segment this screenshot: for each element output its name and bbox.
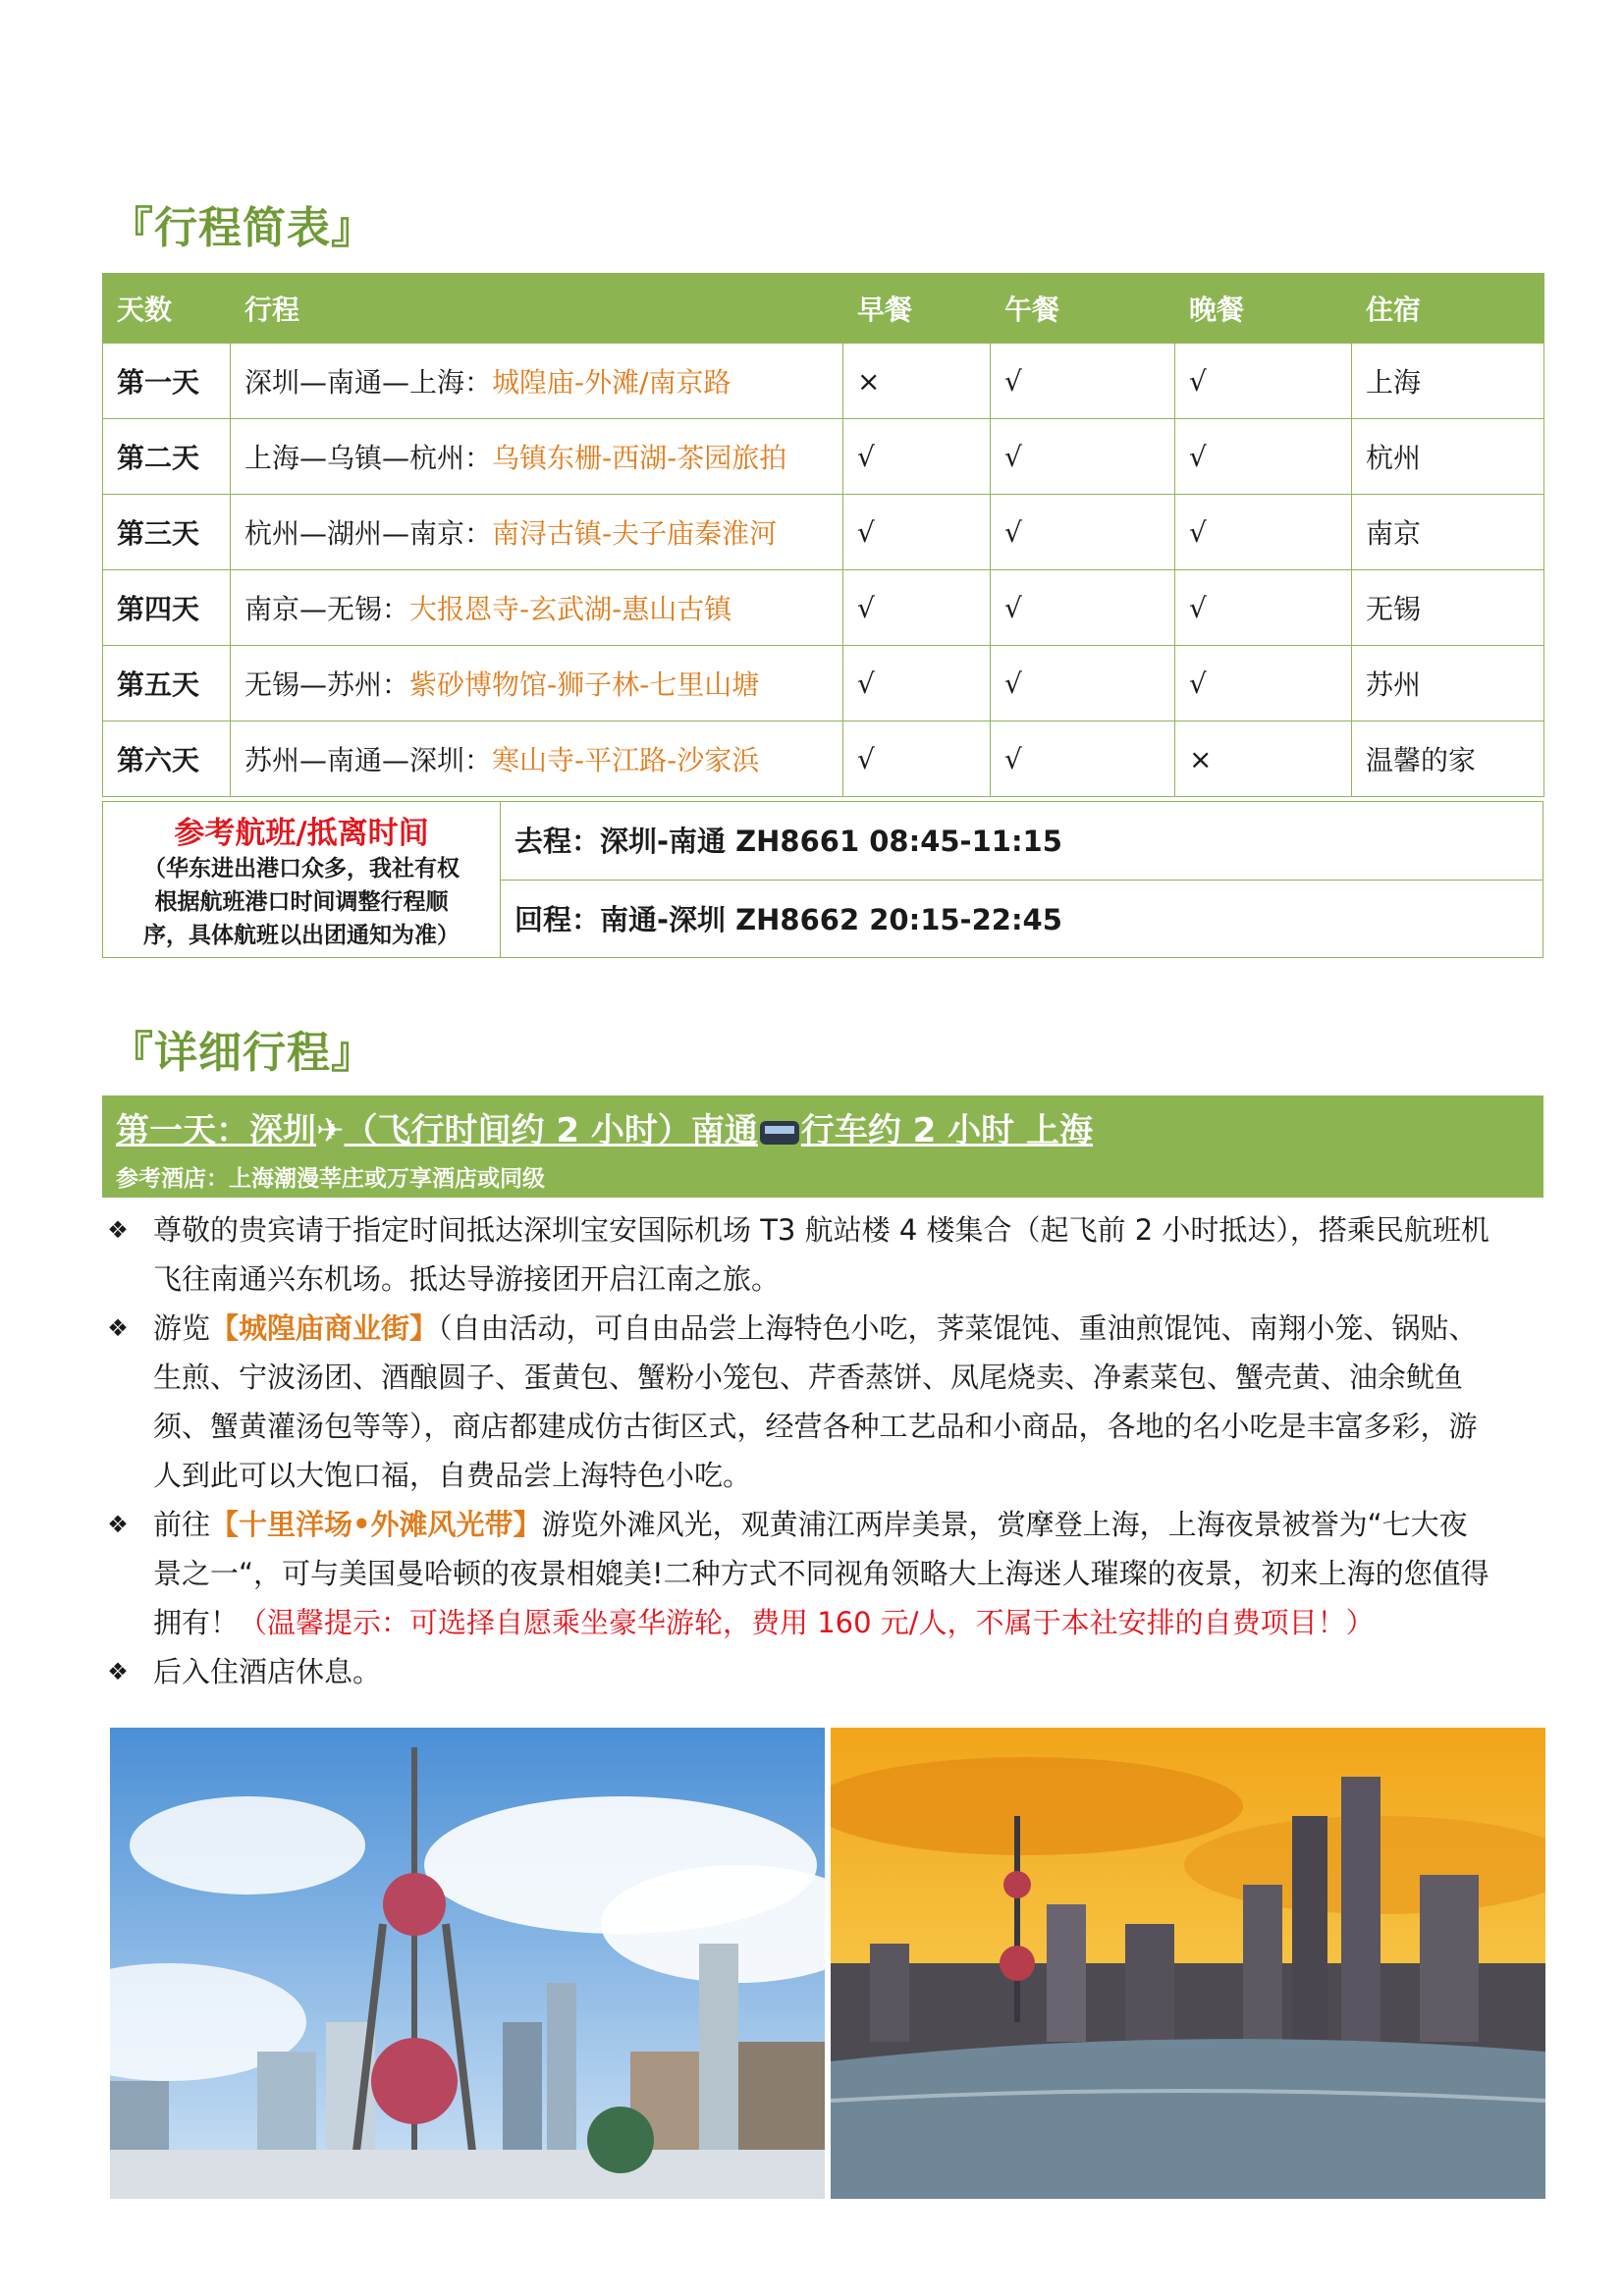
stay-cell: 温馨的家	[1352, 721, 1544, 797]
flight-info-block	[102, 801, 1543, 958]
day1-itinerary-list	[98, 1205, 1492, 1696]
route-text: 上海—乌镇—杭州：	[244, 442, 493, 474]
dinner-cell: √	[1175, 495, 1352, 570]
lunch-cell: √	[991, 344, 1175, 419]
photo-shanghai-sunset	[831, 1728, 1545, 2199]
table-row	[103, 344, 1544, 419]
lunch-cell: √	[991, 419, 1175, 495]
dinner-cell: √	[1175, 646, 1352, 721]
diamond-bullet-icon: ❖	[107, 1314, 129, 1342]
table-row	[103, 570, 1544, 646]
plane-icon: ✈	[316, 1111, 345, 1150]
breakfast-cell: √	[843, 419, 991, 495]
table-header-row	[103, 274, 1544, 344]
flight-note-line: 根据航班港口时间调整行程顺	[154, 889, 449, 915]
day-cell: 第一天	[103, 344, 231, 419]
highlight-attraction: 【十里洋场•外滩风光带】	[210, 1508, 542, 1541]
day-cell: 第三天	[103, 495, 231, 570]
day1-header	[102, 1095, 1543, 1198]
day1-title-part: （飞行时间约 2 小时）南通	[344, 1111, 758, 1150]
header-lunch: 午餐	[991, 274, 1175, 344]
list-item	[98, 1500, 1492, 1647]
dinner-cell: ×	[1175, 721, 1352, 797]
route-text: 杭州—湖州—南京：	[244, 517, 493, 550]
lunch-cell: √	[991, 570, 1175, 646]
day1-title-part: 第一天：深圳	[116, 1111, 316, 1150]
outbound-flight: 去程：深圳-南通 ZH8661 08:45-11:15	[501, 802, 1543, 881]
route-text: 南京—无锡：	[244, 593, 410, 625]
route-spots: 南浔古镇-夫子庙秦淮河	[492, 517, 778, 550]
table-row	[103, 721, 1544, 797]
list-item	[98, 1205, 1492, 1304]
breakfast-cell: √	[843, 495, 991, 570]
route-text: 无锡—苏州：	[244, 668, 410, 701]
dinner-cell: √	[1175, 419, 1352, 495]
header-dinner: 晚餐	[1175, 274, 1352, 344]
list-item	[98, 1647, 1492, 1696]
stay-cell: 苏州	[1352, 646, 1544, 721]
stay-cell: 无锡	[1352, 570, 1544, 646]
schedule-table	[102, 273, 1544, 797]
stay-cell: 上海	[1352, 344, 1544, 419]
day-cell: 第二天	[103, 419, 231, 495]
route-cell	[231, 344, 843, 419]
route-cell	[231, 646, 843, 721]
day1-title-part: 行车约 2 小时 上海	[800, 1111, 1094, 1150]
section-title-schedule: 『行程简表』	[110, 203, 375, 253]
section-title-details: 『详细行程』	[110, 1028, 375, 1078]
warm-tip: （温馨提示：可选择自愿乘坐豪华游轮，费用 160 元/人，不属于本社安排的自费项目！）	[239, 1606, 1375, 1639]
lunch-cell: √	[991, 495, 1175, 570]
header-route: 行程	[231, 274, 843, 344]
route-spots: 寒山寺-平江路-沙家浜	[492, 744, 760, 776]
item-text: 后入住酒店休息。	[153, 1655, 382, 1688]
route-text: 深圳—南通—上海：	[244, 366, 493, 399]
breakfast-cell: √	[843, 570, 991, 646]
list-item	[98, 1304, 1492, 1500]
item-text: （自由活动，可自由品尝上海特色小吃，荠菜馄饨、重油煎馄饨、南翔小笼、锅贴、生煎、宁波汤团、酒酿圆子、蛋黄包、蟹粉小笼包、芹香蒸饼、凤尾烧卖、净素菜包、蟹壳黄、油余鱿鱼须、蟹黄灌汤包等等），商店都建成仿古街区式，经营各种工艺品和小商品，各地的名小吃是丰富多彩，游人到此可以大饱口福，自费品尝上海特色小吃。	[153, 1311, 1478, 1492]
route-cell	[231, 721, 843, 797]
skyline-day-illustration	[110, 1728, 825, 2199]
route-cell	[231, 495, 843, 570]
header-day: 天数	[103, 274, 231, 344]
flight-title: 参考航班/抵离时间	[174, 816, 429, 851]
route-cell	[231, 419, 843, 495]
stay-cell: 南京	[1352, 495, 1544, 570]
item-text: 游览	[153, 1311, 211, 1345]
lunch-cell: √	[991, 721, 1175, 797]
flight-note-line: 序，具体航班以出团通知为准）	[143, 923, 460, 948]
item-text: 游览外滩风光，观黄浦江两岸美景，赏摩登上海，上海夜景被誉为“七大夜景之一“，可与美国曼哈顿的夜景相媲美!二种方式不同视角领略大上海迷人璀璨的夜景，初来上海的您值得拥有！	[153, 1508, 1489, 1639]
day1-hotel: 参考酒店：上海潮漫莘庄或万享酒店或同级	[116, 1166, 545, 1192]
route-spots: 乌镇东栅-西湖-茶园旅拍	[492, 442, 787, 474]
skyline-sunset-illustration	[831, 1728, 1545, 2199]
breakfast-cell: √	[843, 721, 991, 797]
diamond-bullet-icon: ❖	[107, 1216, 129, 1244]
breakfast-cell: √	[843, 646, 991, 721]
item-text: 尊敬的贵宾请于指定时间抵达深圳宝安国际机场 T3 航站楼 4 楼集合（起飞前 2 小时抵达），搭乘民航班机飞往南通兴东机场。抵达导游接团开启江南之旅。	[153, 1213, 1489, 1296]
header-breakfast: 早餐	[843, 274, 991, 344]
day-cell: 第四天	[103, 570, 231, 646]
dinner-cell: √	[1175, 344, 1352, 419]
route-spots: 紫砂博物馆-狮子林-七里山塘	[409, 668, 760, 701]
table-row	[103, 646, 1544, 721]
diamond-bullet-icon: ❖	[107, 1511, 129, 1538]
table-row	[103, 419, 1544, 495]
route-text: 苏州—南通—深圳：	[244, 744, 493, 776]
lunch-cell: √	[991, 646, 1175, 721]
photo-shanghai-day	[110, 1728, 825, 2199]
diamond-bullet-icon: ❖	[107, 1658, 129, 1685]
day-cell: 第六天	[103, 721, 231, 797]
bus-icon	[760, 1121, 799, 1145]
route-spots: 大报恩寺-玄武湖-惠山古镇	[409, 593, 732, 625]
stay-cell: 杭州	[1352, 419, 1544, 495]
flight-info-label	[103, 802, 501, 957]
item-text: 前往	[153, 1508, 211, 1541]
highlight-attraction: 【城隍庙商业街】	[210, 1311, 439, 1345]
table-row	[103, 495, 1544, 570]
route-spots: 城隍庙-外滩/南京路	[492, 366, 731, 399]
header-stay: 住宿	[1352, 274, 1544, 344]
day-cell: 第五天	[103, 646, 231, 721]
route-cell	[231, 570, 843, 646]
flight-note-line: （华东进出港口众多，我社有权	[143, 856, 460, 881]
return-flight: 回程：南通-深圳 ZH8662 20:15-22:45	[514, 903, 1062, 936]
day1-title	[116, 1103, 1093, 1151]
breakfast-cell: ×	[843, 344, 991, 419]
dinner-cell: √	[1175, 570, 1352, 646]
